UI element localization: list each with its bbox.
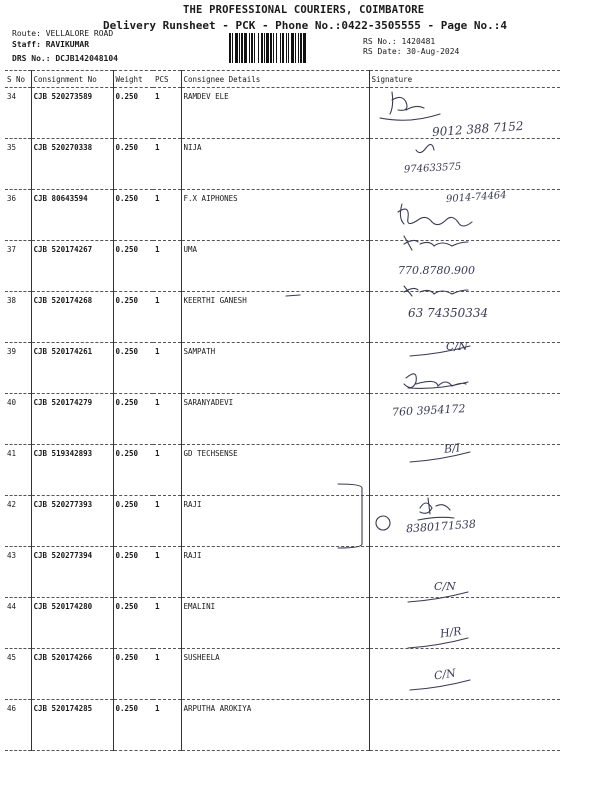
handwritten-mark-44: C/N [434,580,456,593]
table-row [5,598,560,649]
col-weight-header: Weight [113,71,153,88]
runsheet-table [5,70,560,751]
cell-sno: 42 [5,496,31,547]
cell-sno: 44 [5,598,31,649]
col-pcs-header: PCS [153,71,181,88]
drs-number: DRS No.: DCJB142048104 [12,54,118,63]
cell-sno: 34 [5,88,31,139]
cell-consignee: SUSHEELA [181,649,369,700]
cell-sno: 45 [5,649,31,700]
cell-pcs: 1 [153,496,181,547]
cell-consignee: NIJA [181,139,369,190]
cell-pcs: 1 [153,445,181,496]
cell-pcs: 1 [153,394,181,445]
handwritten-phone-34: 9012 388 7152 [431,118,525,140]
cell-weight: 0.250 [113,190,153,241]
cell-consignment: CJB 520174268 [31,292,113,343]
col-signature-header: Signature [369,71,560,88]
table-header-row [5,71,560,88]
cell-weight: 0.250 [113,547,153,598]
cell-consignee: UMA [181,241,369,292]
cell-consignment: CJB 520277393 [31,496,113,547]
cell-consignment: CJB 80643594 [31,190,113,241]
cell-signature [369,649,560,700]
cell-consignee: SAMPATH [181,343,369,394]
route-label: Route: VELLALORE ROAD [12,29,114,38]
col-consignee-header: Consignee Details [181,71,369,88]
cell-sno: 46 [5,700,31,751]
cell-consignment: CJB 520174261 [31,343,113,394]
cell-sno: 35 [5,139,31,190]
company-title: THE PROFESSIONAL COURIERS, COIMBATORE [183,4,425,16]
cell-consignee: F.X AIPHONES [181,190,369,241]
staff-label: Staff: RAVIKUMAR [12,40,90,49]
cell-pcs: 1 [153,241,181,292]
cell-signature [369,598,560,649]
cell-consignment: CJB 520270338 [31,139,113,190]
table-row [5,547,560,598]
cell-weight: 0.250 [113,394,153,445]
cell-signature [369,547,560,598]
rs-number: RS No.: 1420481 [363,37,436,46]
handwritten-phone-35: 974633575 [403,161,462,176]
runsheet-subtitle: Delivery Runsheet - PCK - Phone No.:0422-3505555 - Page No.:4 [103,19,507,32]
cell-sno: 37 [5,241,31,292]
cell-consignee: SARANYADEVI [181,394,369,445]
cell-signature [369,700,560,751]
cell-consignment: CJB 520277394 [31,547,113,598]
cell-pcs: 1 [153,598,181,649]
cell-sno: 40 [5,394,31,445]
handwritten-phone-40: 760 3954172 [391,402,466,419]
cell-weight: 0.250 [113,139,153,190]
handwritten-phone-37: 770.8780.900 [398,264,475,277]
cell-pcs: 1 [153,139,181,190]
cell-signature [369,445,560,496]
table-row [5,649,560,700]
cell-consignee: ARPUTHA AROKIYA [181,700,369,751]
cell-weight: 0.250 [113,88,153,139]
cell-consignment: CJB 520273589 [31,88,113,139]
cell-pcs: 1 [153,292,181,343]
cell-weight: 0.250 [113,292,153,343]
cell-pcs: 1 [153,547,181,598]
cell-pcs: 1 [153,343,181,394]
cell-consignee: RAMDEV ELE [181,88,369,139]
handwritten-phone-43: 8380171538 [405,517,477,536]
col-sno-header: S No [5,71,31,88]
table-row [5,241,560,292]
cell-consignment: CJB 519342893 [31,445,113,496]
cell-consignment: CJB 520174266 [31,649,113,700]
cell-weight: 0.250 [113,343,153,394]
col-consignment-header: Consignment No [31,71,113,88]
cell-weight: 0.250 [113,445,153,496]
cell-consignee: GD TECHSENSE [181,445,369,496]
cell-consignment: CJB 520174267 [31,241,113,292]
cell-consignee: RAJI [181,496,369,547]
handwritten-phone-36: 9014-74464 [445,189,507,206]
table-row [5,496,560,547]
cell-consignee: EMALINI [181,598,369,649]
cell-consignment: CJB 520174279 [31,394,113,445]
handwritten-mark-45: H/R [439,624,463,641]
cell-weight: 0.250 [113,598,153,649]
handwritten-mark-39: C/N [446,340,468,353]
cell-pcs: 1 [153,649,181,700]
cell-consignee: RAJI [181,547,369,598]
table-row [5,394,560,445]
cell-signature [369,139,560,190]
cell-sno: 41 [5,445,31,496]
cell-sno: 43 [5,547,31,598]
cell-weight: 0.250 [113,241,153,292]
cell-consignee: KEERTHI GANESH [181,292,369,343]
cell-consignment: CJB 520174285 [31,700,113,751]
handwritten-mark-41: B/I [443,441,461,456]
cell-pcs: 1 [153,700,181,751]
handwritten-mark-46: C/N [433,666,457,683]
handwritten-phone-38: 63 74350334 [408,306,489,320]
cell-sno: 39 [5,343,31,394]
barcode-icon [229,33,353,63]
cell-sno: 36 [5,190,31,241]
rs-date: RS Date: 30-Aug-2024 [363,47,460,56]
table-row [5,445,560,496]
cell-pcs: 1 [153,190,181,241]
table-row [5,139,560,190]
table-row [5,343,560,394]
cell-weight: 0.250 [113,700,153,751]
cell-weight: 0.250 [113,649,153,700]
cell-pcs: 1 [153,88,181,139]
cell-sno: 38 [5,292,31,343]
cell-consignment: CJB 520174280 [31,598,113,649]
cell-weight: 0.250 [113,496,153,547]
table-row [5,700,560,751]
